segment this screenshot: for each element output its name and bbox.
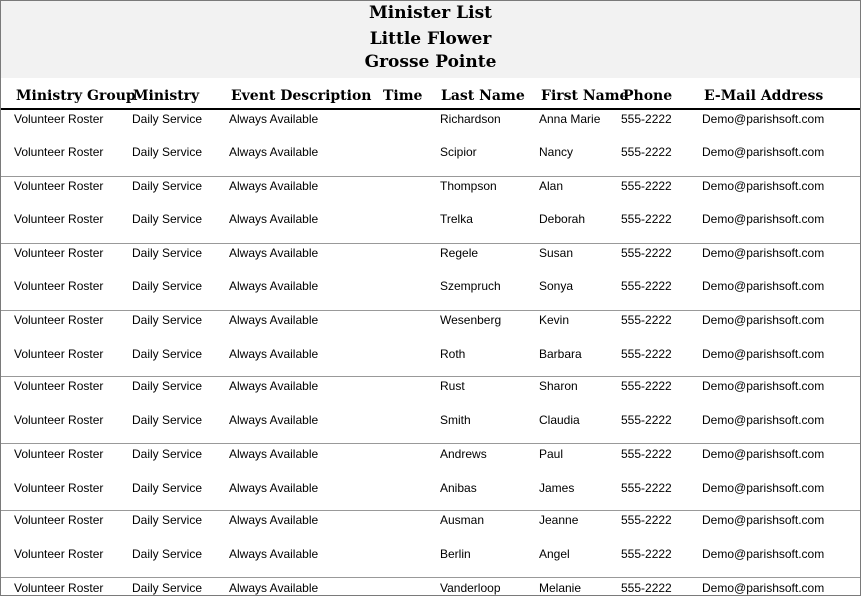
table-row[interactable] — [1, 110, 860, 130]
cell-ministry: Daily Service — [132, 179, 203, 193]
cell-ministry-group: Volunteer Roster — [14, 581, 104, 595]
cell-email: Demo@parishsoft.com — [702, 413, 825, 427]
cell-event-description: Always Available — [229, 481, 319, 495]
cell-phone: 555-2222 — [621, 246, 672, 260]
cell-email: Demo@parishsoft.com — [702, 246, 825, 260]
column-header-time: Time — [383, 88, 423, 104]
cell-last-name: Wesenberg — [440, 313, 502, 327]
cell-ministry-group: Volunteer Roster — [14, 212, 104, 226]
cell-email: Demo@parishsoft.com — [702, 212, 825, 226]
cell-event-description: Always Available — [229, 581, 319, 595]
table-row[interactable] — [1, 277, 860, 297]
cell-ministry-group: Volunteer Roster — [14, 279, 104, 293]
table-row[interactable] — [1, 411, 860, 431]
cell-first-name: Sonya — [539, 279, 574, 293]
cell-phone: 555-2222 — [621, 581, 672, 595]
cell-ministry: Daily Service — [132, 379, 203, 393]
cell-last-name: Trelka — [440, 212, 473, 226]
cell-event-description: Always Available — [229, 112, 319, 126]
cell-ministry-group: Volunteer Roster — [14, 379, 104, 393]
cell-phone: 555-2222 — [621, 347, 672, 361]
cell-phone: 555-2222 — [621, 112, 672, 126]
cell-ministry-group: Volunteer Roster — [14, 145, 104, 159]
column-header-phone: Phone — [623, 88, 673, 104]
table-row[interactable] — [1, 579, 860, 596]
table-header — [1, 86, 860, 110]
cell-email: Demo@parishsoft.com — [702, 581, 825, 595]
cell-last-name: Ausman — [440, 513, 485, 527]
cell-ministry: Daily Service — [132, 212, 203, 226]
cell-email: Demo@parishsoft.com — [702, 513, 825, 527]
cell-ministry-group: Volunteer Roster — [14, 112, 104, 126]
table-row[interactable] — [1, 143, 860, 163]
cell-event-description: Always Available — [229, 179, 319, 193]
cell-last-name: Andrews — [440, 447, 487, 461]
cell-first-name: Susan — [539, 246, 574, 260]
cell-phone: 555-2222 — [621, 313, 672, 327]
cell-ministry: Daily Service — [132, 313, 203, 327]
cell-event-description: Always Available — [229, 313, 319, 327]
cell-first-name: Alan — [539, 179, 564, 193]
cell-last-name: Berlin — [440, 547, 471, 561]
cell-first-name: Deborah — [539, 212, 586, 226]
table-row[interactable] — [1, 244, 860, 264]
cell-phone: 555-2222 — [621, 413, 672, 427]
cell-ministry: Daily Service — [132, 481, 203, 495]
column-header-first-name: First Name — [541, 88, 629, 104]
cell-first-name: Angel — [539, 547, 570, 561]
cell-ministry-group: Volunteer Roster — [14, 481, 104, 495]
cell-ministry-group: Volunteer Roster — [14, 313, 104, 327]
table-row[interactable] — [1, 377, 860, 397]
report-title: Minister List — [368, 3, 493, 23]
cell-phone: 555-2222 — [621, 513, 672, 527]
cell-first-name: Jeanne — [539, 513, 579, 527]
table-row[interactable] — [1, 345, 860, 365]
cell-ministry-group: Volunteer Roster — [14, 447, 104, 461]
cell-ministry-group: Volunteer Roster — [14, 547, 104, 561]
cell-phone: 555-2222 — [621, 179, 672, 193]
cell-event-description: Always Available — [229, 513, 319, 527]
cell-ministry: Daily Service — [132, 447, 203, 461]
cell-ministry: Daily Service — [132, 246, 203, 260]
row-separator — [1, 577, 860, 578]
cell-first-name: Nancy — [539, 145, 574, 159]
cell-ministry: Daily Service — [132, 413, 203, 427]
cell-email: Demo@parishsoft.com — [702, 145, 825, 159]
cell-phone: 555-2222 — [621, 145, 672, 159]
report-location: Grosse Pointe — [364, 52, 497, 72]
cell-ministry: Daily Service — [132, 112, 203, 126]
cell-email: Demo@parishsoft.com — [702, 347, 825, 361]
cell-event-description: Always Available — [229, 145, 319, 159]
cell-last-name: Vanderloop — [440, 581, 501, 595]
cell-phone: 555-2222 — [621, 447, 672, 461]
cell-first-name: Paul — [539, 447, 564, 461]
cell-ministry: Daily Service — [132, 581, 203, 595]
table-row[interactable] — [1, 177, 860, 197]
cell-ministry-group: Volunteer Roster — [14, 246, 104, 260]
cell-email: Demo@parishsoft.com — [702, 112, 825, 126]
cell-first-name: James — [539, 481, 575, 495]
cell-last-name: Regele — [440, 246, 479, 260]
cell-last-name: Thompson — [440, 179, 497, 193]
cell-ministry-group: Volunteer Roster — [14, 413, 104, 427]
cell-first-name: Anna Marie — [539, 112, 601, 126]
cell-ministry: Daily Service — [132, 513, 203, 527]
cell-first-name: Melanie — [539, 581, 582, 595]
report-header — [1, 1, 860, 78]
row-separator — [1, 443, 860, 444]
cell-ministry-group: Volunteer Roster — [14, 347, 104, 361]
column-header-email: E-Mail Address — [704, 88, 824, 104]
table-row[interactable] — [1, 545, 860, 565]
cell-email: Demo@parishsoft.com — [702, 179, 825, 193]
cell-last-name: Roth — [440, 347, 466, 361]
table-row[interactable] — [1, 311, 860, 331]
column-header-ministry-group: Ministry Group — [16, 88, 136, 104]
cell-phone: 555-2222 — [621, 547, 672, 561]
cell-first-name: Barbara — [539, 347, 582, 361]
cell-email: Demo@parishsoft.com — [702, 447, 825, 461]
cell-last-name: Szempruch — [440, 279, 501, 293]
cell-last-name: Scipior — [440, 145, 477, 159]
column-header-event-description: Event Description — [231, 88, 372, 104]
cell-event-description: Always Available — [229, 413, 319, 427]
cell-phone: 555-2222 — [621, 279, 672, 293]
cell-last-name: Rust — [440, 379, 465, 393]
cell-event-description: Always Available — [229, 547, 319, 561]
cell-first-name: Sharon — [539, 379, 578, 393]
cell-email: Demo@parishsoft.com — [702, 547, 825, 561]
cell-event-description: Always Available — [229, 447, 319, 461]
cell-ministry: Daily Service — [132, 279, 203, 293]
cell-email: Demo@parishsoft.com — [702, 481, 825, 495]
cell-email: Demo@parishsoft.com — [702, 279, 825, 293]
cell-ministry-group: Volunteer Roster — [14, 513, 104, 527]
column-header-last-name: Last Name — [441, 88, 525, 104]
cell-event-description: Always Available — [229, 347, 319, 361]
table-row[interactable] — [1, 511, 860, 531]
report-subtitle: Little Flower — [369, 29, 492, 49]
cell-email: Demo@parishsoft.com — [702, 313, 825, 327]
cell-last-name: Smith — [440, 413, 471, 427]
cell-ministry: Daily Service — [132, 145, 203, 159]
cell-first-name: Kevin — [539, 313, 570, 327]
cell-email: Demo@parishsoft.com — [702, 379, 825, 393]
cell-phone: 555-2222 — [621, 212, 672, 226]
cell-event-description: Always Available — [229, 279, 319, 293]
column-header-ministry: Ministry — [133, 88, 200, 104]
cell-event-description: Always Available — [229, 379, 319, 393]
cell-event-description: Always Available — [229, 212, 319, 226]
cell-phone: 555-2222 — [621, 481, 672, 495]
cell-ministry-group: Volunteer Roster — [14, 179, 104, 193]
table-row[interactable] — [1, 479, 860, 499]
cell-phone: 555-2222 — [621, 379, 672, 393]
table-row[interactable] — [1, 445, 860, 465]
cell-ministry: Daily Service — [132, 547, 203, 561]
cell-first-name: Claudia — [539, 413, 580, 427]
cell-ministry: Daily Service — [132, 347, 203, 361]
cell-last-name: Richardson — [440, 112, 501, 126]
cell-last-name: Anibas — [440, 481, 477, 495]
cell-event-description: Always Available — [229, 246, 319, 260]
table-row[interactable] — [1, 210, 860, 230]
